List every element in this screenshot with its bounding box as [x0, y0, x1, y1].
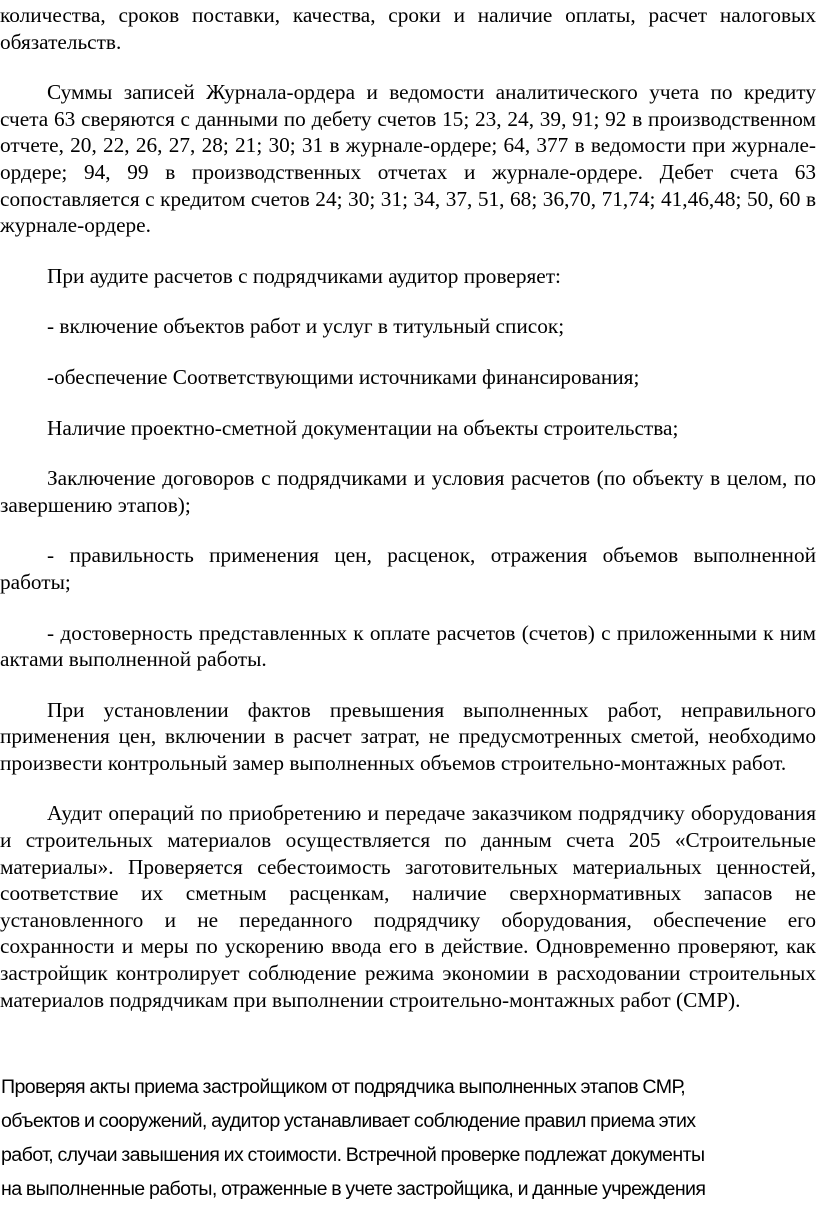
paragraph-control-measurement: При установлении фактов превышения выполненных работ, неправильного применения цен, включении в расчет затрат, не предусмотренных сметой, необходимо произвести контрольный замер выполненных объемов строительно-монтажных работ. [0, 697, 816, 775]
list-item-design-documentation: Наличие проектно-сметной документации на объекты строительства; [47, 415, 679, 440]
paragraph-account-63-reconciliation: Суммы записей Журнала-ордера и ведомости аналитического учета по кредиту счета 63 сверяются с данными по дебету счетов 15; 23, 24, 39, 91; 92 в производственном отчете, 20, 22, 26, 27, 28; 21; 30; 31 в журнале-ордере; 64, 377 в ведомости при журнале-ордере; 94, 99 в производственных отчетах и журнале-ордере. Дебет счета 63 сопоставляется с кредитом счетов 24; 30; 31; 34, 37, 51, 68; 36,70, 71,74; 41,46,48; 50, 60 в журнале-ордере. [0, 80, 816, 238]
paragraph-contractor-audit-intro: При аудите расчетов с подрядчиками аудитор проверяет: [47, 263, 561, 288]
paragraph-equipment-audit: Аудит операций по приобретению и передаче заказчиком подрядчику оборудования и строительных материалов осуществляется по данным счета 205 «Строительные материалы». Проверяется себестоимость заготовительных материальных ценностей, соответствие их сметным расценкам, наличие сверхнормативных запасов не установленного и не переданного подрядчику оборудования, обеспечение его сохранности и меры по ускорению ввода его в действие. Одновременно проверяют, как застройщик контролирует соблюдение режима экономии в расходовании строительных материалов подрядчикам при выполнении строительно-монтажных работ (СМР). [0, 801, 816, 1012]
sans-line: работ, случаи завышения их стоимости. Встречной проверке подлежат документы [1, 1144, 705, 1166]
document-body [0, 2, 816, 1013]
list-item-contracts: Заключение договоров с подрядчиками и условия расчетов (по объекту в целом, по завершению этапов); [0, 466, 816, 517]
sans-line: Проверяя акты приема застройщиком от подрядчика выполненных этапов СМР, [1, 1076, 686, 1098]
list-item-title-list: - включение объектов работ и услуг в титульный список; [47, 314, 565, 339]
paragraph-continuation: количества, сроков поставки, качества, сроки и наличие оплаты, расчет налоговых обязательств. [0, 3, 816, 54]
list-item-invoices: - достоверность представленных к оплате расчетов (счетов) с приложенными к ним актами выполненной работы. [0, 620, 816, 672]
document-sans-paragraph [1, 1070, 816, 1206]
sans-line: на выполненные работы, отраженные в учете застройщика, и данные учреждения [1, 1178, 706, 1200]
list-item-financing: -обеспечение Соответствующими источниками финансирования; [47, 364, 640, 389]
list-item-pricing: - правильность применения цен, расценок, отражения объемов выполненной работы; [0, 543, 816, 594]
sans-line: объектов и сооружений, аудитор устанавливает соблюдение правил приема этих [1, 1110, 696, 1132]
